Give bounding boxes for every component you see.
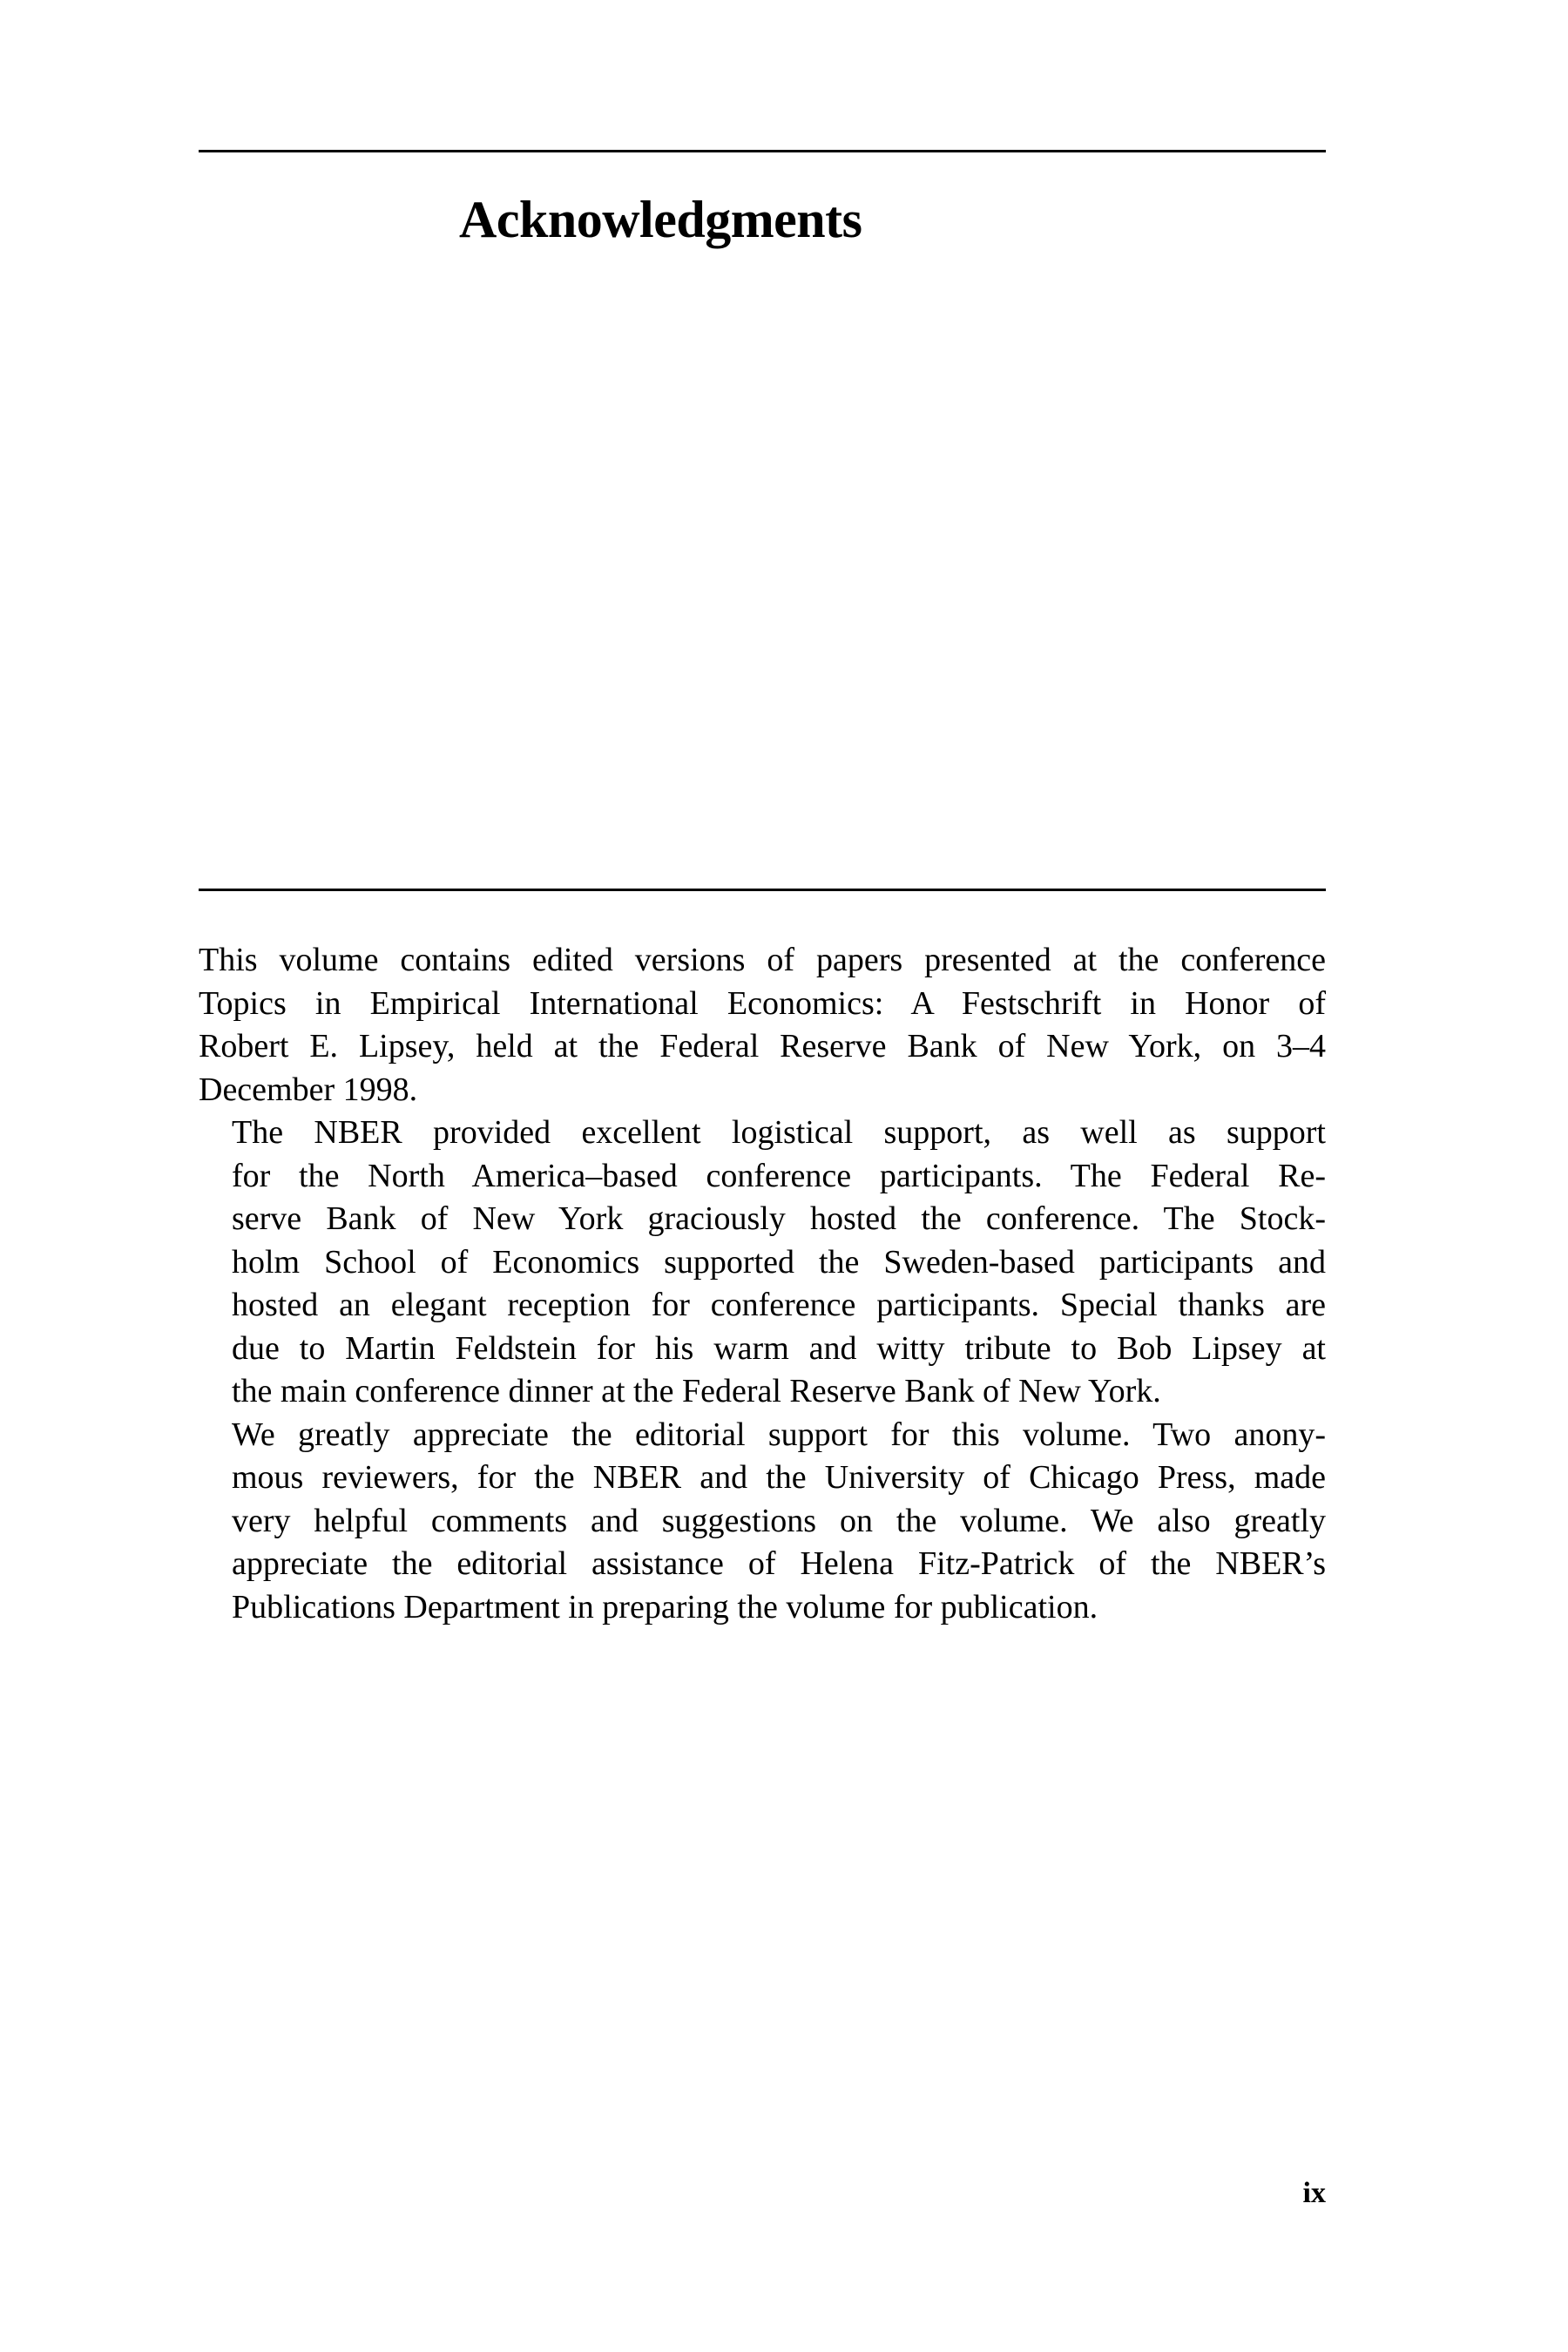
page-number: ix: [1302, 2177, 1326, 2209]
paragraph-line: very helpful comments and suggestions on the volume. We also greatly: [232, 1502, 1326, 1539]
paragraph-line: the main conference dinner at the Federal Reserve Bank of New York.: [232, 1373, 1161, 1409]
paragraph-support: [199, 1112, 1326, 1414]
paragraph-line: We greatly appreciate the editorial support for this volume. Two anony-: [232, 1416, 1326, 1453]
paragraph-line: Robert E. Lipsey, held at the Federal Reserve Bank of New York, on 3–4: [199, 1028, 1326, 1064]
page-title: Acknowledgments: [459, 191, 862, 248]
paragraph-line: The NBER provided excellent logistical support, as well as support: [232, 1114, 1326, 1151]
paragraph-editorial: [199, 1414, 1326, 1630]
paragraph-line: mous reviewers, for the NBER and the University of Chicago Press, made: [232, 1459, 1326, 1496]
top-rule: [199, 150, 1326, 152]
acknowledgments-body: [199, 939, 1326, 1629]
section-rule: [199, 889, 1326, 891]
paragraph-line: for the North America–based conference participants. The Federal Re-: [232, 1157, 1326, 1194]
paragraph-line: This volume contains edited versions of papers presented at the conference: [199, 942, 1326, 978]
paragraph-line: appreciate the editorial assistance of Helena Fitz-Patrick of the NBER’s: [232, 1545, 1326, 1582]
paragraph-line: December 1998.: [199, 1071, 418, 1108]
paragraph-line: serve Bank of New York graciously hosted the conference. The Stock-: [232, 1200, 1326, 1237]
paragraph-line: holm School of Economics supported the Sweden-based participants and: [232, 1243, 1326, 1281]
paragraph-line: Publications Department in preparing the volume for publication.: [232, 1588, 1098, 1625]
paragraph-line: hosted an elegant reception for conference participants. Special thanks are: [232, 1287, 1326, 1323]
paragraph-conference: [199, 939, 1326, 1112]
paragraph-line: due to Martin Feldstein for his warm and witty tribute to Bob Lipsey at: [232, 1329, 1326, 1367]
paragraph-line: Topics in Empirical International Economics: A Festschrift in Honor of: [199, 984, 1326, 1022]
